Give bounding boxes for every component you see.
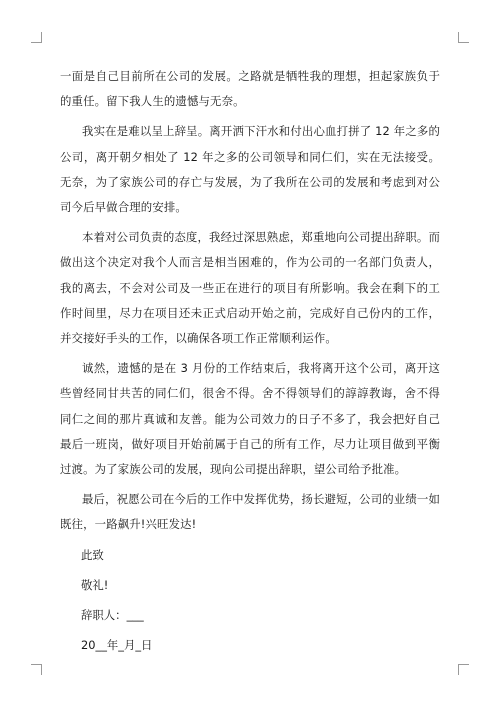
page-corner-mark-bottom-right [458, 664, 469, 675]
paragraph-reluctance: 我实在是难以呈上辞呈。离开洒下汗水和付出心血打拼了 12 年之多的公司，离开朝夕相处了 12 年之多的公司领导和同仁们，实在无法接受。无奈，为了家族公司的存亡与发展，为了我所在公司的发展和考虑到对公司今后早做合理的安排。 [60, 124, 440, 215]
page-corner-mark-top-right [458, 32, 469, 43]
page-corner-mark-bottom-left [31, 664, 42, 675]
date-line: 20__年_月_日 [81, 638, 153, 653]
paragraph-continuation: 一面是自己目前所在公司的发展。之路就是牺牲我的理想，担起家族负于的重任。留下我人生的遗憾与无奈。 [60, 69, 440, 109]
closing-salutation: 此致 [81, 547, 104, 562]
paragraph-resignation-decision: 本着对公司负责的态度，我经过深思熟虑，郑重地向公司提出辞职。而做出这个决定对我个人而言是相当困难的，作为公司的一名部门负责人，我的离去，不会对公司及一些正在进行的项目有所影响。我会在剩下的工作时间里，尽力在项目还未正式启动开始之前，完成好自己份内的工作，并交接好手头的工作，以确保各项工作正常顺利运作。 [60, 230, 440, 346]
page-corner-mark-top-left [31, 32, 42, 43]
closing-regards: 敬礼! [81, 577, 109, 592]
paragraph-regret: 诚然，遗憾的是在 3 月份的工作结束后，我将离开这个公司，离开这些曾经同甘共苦的同仁们，很舍不得。舍不得领导们的諄諄教诲，舍不得同仁之间的那片真诚和友善。能为公司效力的日子不多了，我会把好自己最后一班岗，做好项目开始前属于自己的所有工作，尽力让项目做到平衡过渡。为了家族公司的发展，现向公司提出辞职，望公司给予批准。 [60, 361, 440, 477]
paragraph-wishes: 最后，祝愿公司在今后的工作中发挥优势，扬长避短，公司的业绩一如既往，一路飙升!兴旺发达! [60, 492, 440, 532]
signature-line: 辞职人：___ [81, 608, 144, 623]
document-body [60, 64, 440, 663]
